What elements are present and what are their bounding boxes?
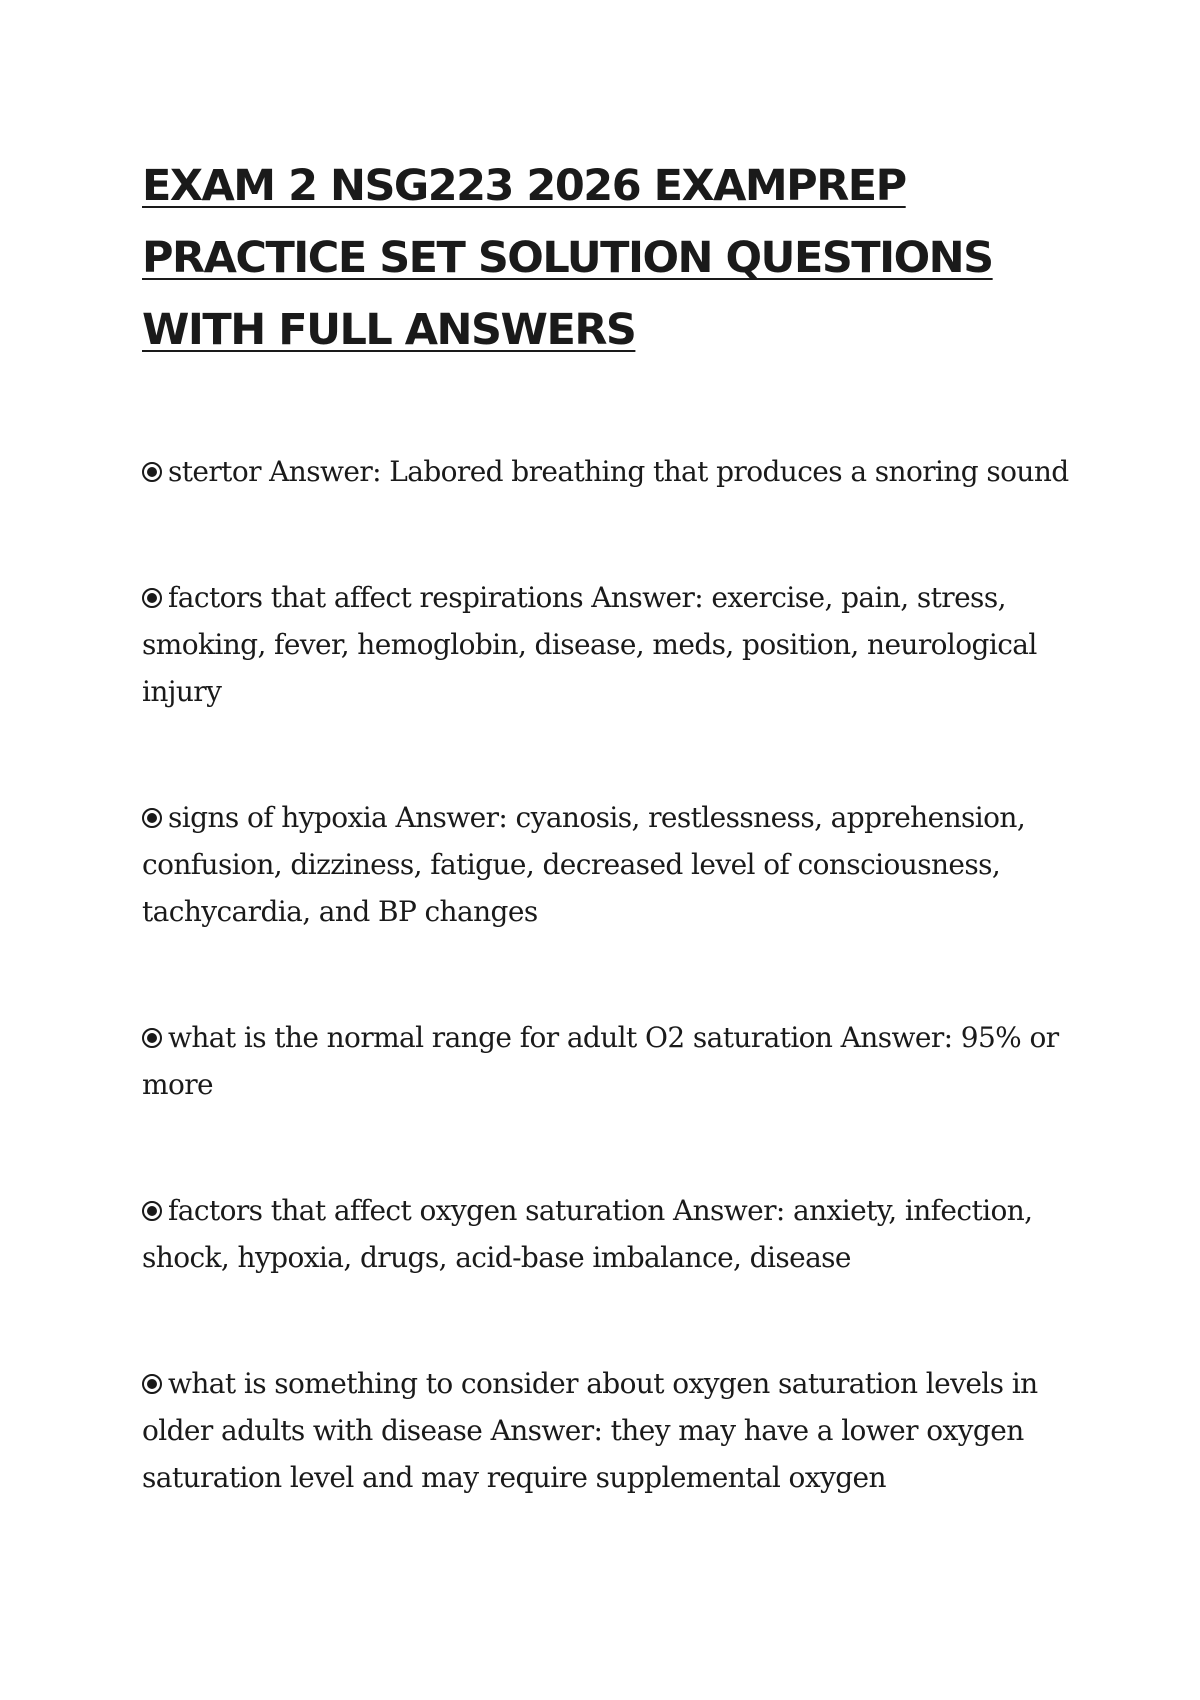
radio-bullet-icon [142, 1374, 162, 1394]
radio-bullet-icon [142, 588, 162, 608]
qa-item-text: factors that affect oxygen saturation Answer: anxiety, infection, shock, hypoxia, drugs, acid-base imbalance, disease [142, 1194, 1033, 1274]
document-title: EXAM 2 NSG223 2026 EXAMPREP PRACTICE SET SOLUTION QUESTIONS WITH FULL ANSWERS [142, 161, 993, 355]
qa-item-text: factors that affect respirations Answer: exercise, pain, stress, smoking, fever, hemoglobin, disease, meds, position, neurological injury [142, 581, 1037, 708]
qa-item-text: what is something to consider about oxygen saturation levels in older adults with disease Answer: they may have a lower oxygen saturation level and may require supplemental oxygen [142, 1367, 1038, 1494]
radio-bullet-icon [142, 1201, 162, 1221]
qa-item [142, 574, 1072, 715]
qa-item [142, 794, 1072, 935]
qa-item [142, 448, 1072, 495]
radio-bullet-icon [142, 808, 162, 828]
radio-bullet-icon [142, 1028, 162, 1048]
qa-item-text: what is the normal range for adult O2 saturation Answer: 95% or more [142, 1021, 1059, 1101]
qa-item [142, 1014, 1072, 1108]
qa-item [142, 1187, 1072, 1281]
qa-item [142, 1360, 1072, 1501]
qa-list [142, 448, 1072, 1501]
qa-item-text: stertor Answer: Labored breathing that produces a snoring sound [168, 455, 1069, 488]
radio-bullet-icon [142, 462, 162, 482]
qa-item-text: signs of hypoxia Answer: cyanosis, restlessness, apprehension, confusion, dizziness, fatigue, decreased level of consciousness, tachycardia, and BP changes [142, 801, 1026, 928]
